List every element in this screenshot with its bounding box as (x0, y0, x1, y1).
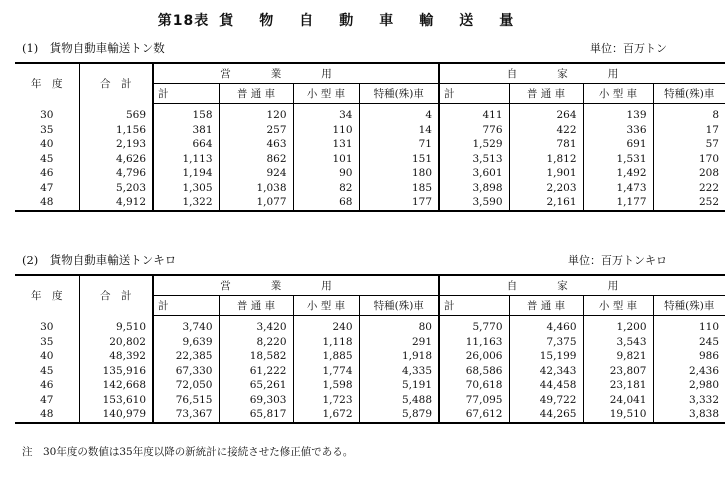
value-cell: 42,343 (509, 364, 583, 379)
value-cell: 4,460 (509, 316, 583, 335)
year-cell: 46 (40, 167, 54, 180)
value-cell: 336 (583, 123, 653, 138)
value-cell: 4,626 (79, 152, 153, 167)
value-cell: 1,194 (153, 166, 219, 181)
value-cell: 1,038 (219, 181, 293, 196)
private-group-header: 自家用 (439, 275, 725, 296)
total-header: 合 計 (79, 63, 153, 104)
year-cell: 45 (40, 152, 54, 165)
year-cell: 40 (40, 138, 54, 151)
value-cell: 5,770 (439, 316, 509, 335)
value-cell: 67,612 (439, 407, 509, 423)
value-cell: 1,322 (153, 195, 219, 211)
value-cell: 110 (653, 316, 725, 335)
sub-header: 計 (153, 84, 219, 104)
value-cell: 131 (293, 137, 359, 152)
value-cell: 1,113 (153, 152, 219, 167)
value-cell: 180 (359, 166, 439, 181)
value-cell: 463 (219, 137, 293, 152)
value-cell: 7,375 (509, 335, 583, 350)
value-cell: 23,181 (583, 378, 653, 393)
sub-header: 特種(殊)車 (653, 84, 725, 104)
year-cell: 47 (40, 393, 54, 406)
value-cell: 1,305 (153, 181, 219, 196)
sub-header: 小 型 車 (293, 84, 359, 104)
sub-header: 特種(殊)車 (653, 296, 725, 316)
value-cell: 1,529 (439, 137, 509, 152)
value-cell: 4 (359, 104, 439, 123)
value-cell: 11,163 (439, 335, 509, 350)
total-header: 合 計 (79, 275, 153, 316)
value-cell: 65,261 (219, 378, 293, 393)
value-cell: 65,817 (219, 407, 293, 423)
value-cell: 9,821 (583, 349, 653, 364)
value-cell: 151 (359, 152, 439, 167)
value-cell: 44,265 (509, 407, 583, 423)
value-cell: 72,050 (153, 378, 219, 393)
private-group-header: 自家用 (439, 63, 725, 84)
sub-header: 計 (439, 296, 509, 316)
commercial-group-header: 営業用 (153, 63, 439, 84)
value-cell: 5,879 (359, 407, 439, 423)
value-cell: 3,513 (439, 152, 509, 167)
value-cell: 924 (219, 166, 293, 181)
value-cell: 1,885 (293, 349, 359, 364)
value-cell: 5,203 (79, 181, 153, 196)
value-cell: 24,041 (583, 393, 653, 408)
value-cell: 77,095 (439, 393, 509, 408)
value-cell: 3,543 (583, 335, 653, 350)
value-cell: 68,586 (439, 364, 509, 379)
section-1-unit: 単位：百万トン (590, 42, 667, 55)
year-header: 年 度 (15, 63, 79, 104)
section-1-heading: (1) 貨物自動車輸送トン数 (22, 41, 165, 55)
table-row (15, 316, 725, 335)
value-cell: 49,722 (509, 393, 583, 408)
value-cell: 862 (219, 152, 293, 167)
value-cell: 110 (293, 123, 359, 138)
year-cell: 35 (40, 335, 54, 348)
table-row (15, 407, 725, 423)
value-cell: 208 (653, 166, 725, 181)
value-cell: 2,436 (653, 364, 725, 379)
year-cell: 47 (40, 181, 54, 194)
value-cell: 76,515 (153, 393, 219, 408)
title-text: 貨物自動車輸送量 (219, 13, 540, 29)
year-cell: 46 (40, 379, 54, 392)
value-cell: 9,510 (79, 316, 153, 335)
value-cell: 9,639 (153, 335, 219, 350)
value-cell: 73,367 (153, 407, 219, 423)
value-cell: 422 (509, 123, 583, 138)
value-cell: 67,330 (153, 364, 219, 379)
section-2-heading: (2) 貨物自動車輸送トンキロ (22, 253, 177, 267)
value-cell: 3,838 (653, 407, 725, 423)
value-cell: 2,193 (79, 137, 153, 152)
value-cell: 69,303 (219, 393, 293, 408)
value-cell: 691 (583, 137, 653, 152)
value-cell: 23,807 (583, 364, 653, 379)
value-cell: 264 (509, 104, 583, 123)
value-cell: 185 (359, 181, 439, 196)
value-cell: 5,191 (359, 378, 439, 393)
value-cell: 8,220 (219, 335, 293, 350)
value-cell: 1,077 (219, 195, 293, 211)
sub-header: 小 型 車 (583, 84, 653, 104)
value-cell: 257 (219, 123, 293, 138)
table-row (15, 195, 725, 211)
table-row (15, 137, 725, 152)
value-cell: 3,420 (219, 316, 293, 335)
value-cell: 139 (583, 104, 653, 123)
ton-km-table (15, 274, 725, 424)
value-cell: 22,385 (153, 349, 219, 364)
section-2-unit: 単位：百万トンキロ (568, 254, 667, 267)
sub-header: 普 通 車 (509, 84, 583, 104)
year-cell: 40 (40, 350, 54, 363)
table-row (15, 181, 725, 196)
value-cell: 101 (293, 152, 359, 167)
value-cell: 1,200 (583, 316, 653, 335)
year-cell: 48 (15, 195, 79, 211)
year-cell: 48 (15, 407, 79, 423)
value-cell: 70,618 (439, 378, 509, 393)
value-cell: 135,916 (79, 364, 153, 379)
year-header: 年 度 (15, 275, 79, 316)
year-cell: 35 (40, 123, 54, 136)
value-cell: 1,492 (583, 166, 653, 181)
table-row (15, 335, 725, 350)
value-cell: 26,006 (439, 349, 509, 364)
value-cell: 158 (153, 104, 219, 123)
value-cell: 20,802 (79, 335, 153, 350)
value-cell: 82 (293, 181, 359, 196)
value-cell: 8 (653, 104, 725, 123)
sub-header: 計 (439, 84, 509, 104)
value-cell: 1,156 (79, 123, 153, 138)
value-cell: 80 (359, 316, 439, 335)
value-cell: 3,332 (653, 393, 725, 408)
value-cell: 140,979 (79, 407, 153, 423)
value-cell: 4,912 (79, 195, 153, 211)
value-cell: 61,222 (219, 364, 293, 379)
table-row (15, 364, 725, 379)
sub-header: 小 型 車 (293, 296, 359, 316)
value-cell: 252 (653, 195, 725, 211)
commercial-group-header: 営業用 (153, 275, 439, 296)
value-cell: 3,601 (439, 166, 509, 181)
value-cell: 4,335 (359, 364, 439, 379)
value-cell: 18,582 (219, 349, 293, 364)
sub-header: 特種(殊)車 (359, 84, 439, 104)
value-cell: 153,610 (79, 393, 153, 408)
value-cell: 90 (293, 166, 359, 181)
value-cell: 48,392 (79, 349, 153, 364)
sub-header: 小 型 車 (583, 296, 653, 316)
value-cell: 664 (153, 137, 219, 152)
value-cell: 1,672 (293, 407, 359, 423)
value-cell: 781 (509, 137, 583, 152)
value-cell: 2,980 (653, 378, 725, 393)
value-cell: 1,723 (293, 393, 359, 408)
value-cell: 245 (653, 335, 725, 350)
sub-header: 普 通 車 (509, 296, 583, 316)
value-cell: 1,598 (293, 378, 359, 393)
value-cell: 3,590 (439, 195, 509, 211)
footnote: 注 30年度の数値は35年度以降の新統計に接続させた修正値である。 (22, 446, 354, 458)
value-cell: 1,118 (293, 335, 359, 350)
value-cell: 1,812 (509, 152, 583, 167)
value-cell: 68 (293, 195, 359, 211)
value-cell: 986 (653, 349, 725, 364)
table-row (15, 104, 725, 123)
value-cell: 1,774 (293, 364, 359, 379)
value-cell: 4,796 (79, 166, 153, 181)
value-cell: 222 (653, 181, 725, 196)
value-cell: 44,458 (509, 378, 583, 393)
sub-header: 普 通 車 (219, 84, 293, 104)
sub-header: 計 (153, 296, 219, 316)
tonnage-table (15, 62, 725, 212)
value-cell: 71 (359, 137, 439, 152)
value-cell: 3,740 (153, 316, 219, 335)
value-cell: 1,918 (359, 349, 439, 364)
value-cell: 1,531 (583, 152, 653, 167)
value-cell: 15,199 (509, 349, 583, 364)
value-cell: 142,668 (79, 378, 153, 393)
value-cell: 177 (359, 195, 439, 211)
value-cell: 291 (359, 335, 439, 350)
page-title (0, 10, 697, 30)
sub-header: 普 通 車 (219, 296, 293, 316)
value-cell: 776 (439, 123, 509, 138)
value-cell: 240 (293, 316, 359, 335)
value-cell: 5,488 (359, 393, 439, 408)
value-cell: 57 (653, 137, 725, 152)
value-cell: 1,901 (509, 166, 583, 181)
table-row (15, 166, 725, 181)
table-row (15, 152, 725, 167)
year-cell: 30 (40, 321, 54, 333)
table-row (15, 349, 725, 364)
table-number-label: 第18表 (157, 13, 210, 29)
year-cell: 45 (40, 364, 54, 377)
value-cell: 381 (153, 123, 219, 138)
value-cell: 2,161 (509, 195, 583, 211)
value-cell: 170 (653, 152, 725, 167)
value-cell: 3,898 (439, 181, 509, 196)
year-cell: 30 (40, 109, 54, 121)
table-row (15, 393, 725, 408)
value-cell: 411 (439, 104, 509, 123)
value-cell: 1,177 (583, 195, 653, 211)
value-cell: 19,510 (583, 407, 653, 423)
value-cell: 14 (359, 123, 439, 138)
sub-header: 特種(殊)車 (359, 296, 439, 316)
table-row (15, 123, 725, 138)
value-cell: 1,473 (583, 181, 653, 196)
value-cell: 34 (293, 104, 359, 123)
table-row (15, 378, 725, 393)
value-cell: 2,203 (509, 181, 583, 196)
value-cell: 569 (79, 104, 153, 123)
value-cell: 17 (653, 123, 725, 138)
value-cell: 120 (219, 104, 293, 123)
